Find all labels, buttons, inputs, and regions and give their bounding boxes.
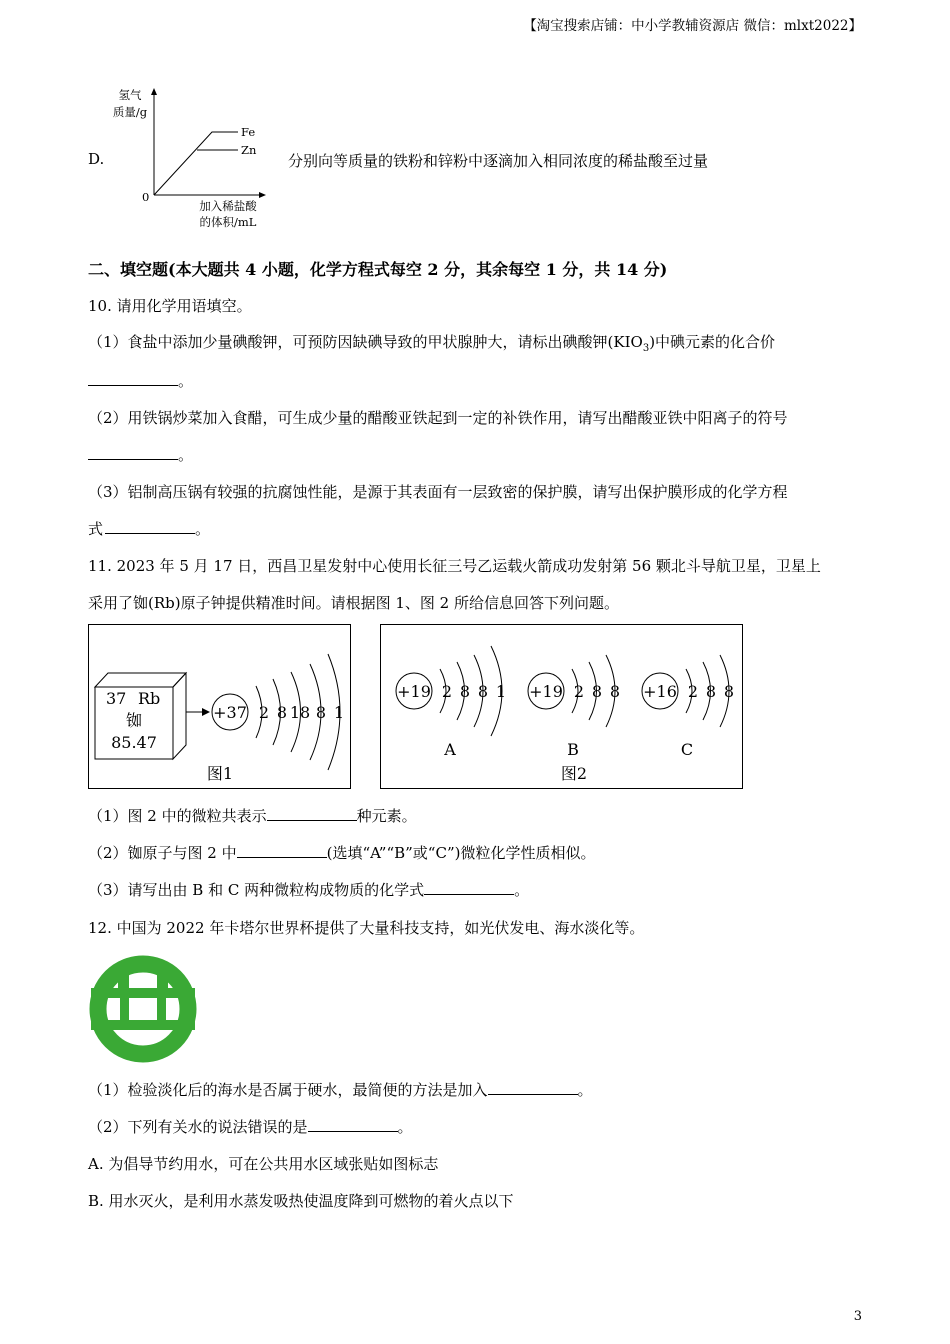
shell-electrons: 2 <box>687 682 699 701</box>
logo-ring <box>98 964 188 1054</box>
shell-electrons: 8 <box>315 703 327 722</box>
answer-blank[interactable] <box>88 445 178 460</box>
option-d-text: 分别向等质量的铁粉和锌粉中逐滴加入相同浓度的稀盐酸至过量 <box>288 152 709 170</box>
graph-xlabel-1: 加入稀盐酸 <box>199 199 257 213</box>
graph-label-zn: Zn <box>241 143 257 157</box>
water-saving-logo-icon <box>88 954 198 1064</box>
shell-electrons: 8 <box>591 682 603 701</box>
graph-line-fe <box>154 132 238 195</box>
q12-option-a: A. 为倡导节约用水，可在公共用水区域张贴如图标志 <box>88 1155 439 1173</box>
q11-part3: （3）请写出由 B 和 C 两种微粒构成物质的化学式 。 <box>88 881 530 899</box>
graph-xlabel-2: 的体积/mL <box>199 215 257 229</box>
atomic-mass: 85.47 <box>111 733 157 752</box>
nucleus-charge: +37 <box>213 703 247 722</box>
answer-blank[interactable] <box>308 1117 398 1132</box>
answer-blank[interactable] <box>424 880 514 895</box>
q10-part3: （3）铝制高压锅有较强的抗腐蚀性能，是源于其表面有一层致密的保护膜，请写出保护膜形成的化学方程 <box>88 483 788 501</box>
shell-electrons: 8 <box>477 682 489 701</box>
q11-part1: （1）图 2 中的微粒共表示 种元素。 <box>88 807 417 825</box>
figure-2-caption: 图2 <box>560 764 588 783</box>
particle-b-label: B <box>567 740 579 759</box>
logo-stem-left <box>118 974 129 992</box>
page-header: 【淘宝搜索店铺：中小学教辅资源店 微信：mlxt2022】 <box>523 18 862 34</box>
element-symbol: Rb <box>138 689 161 708</box>
shell-electrons: 8 <box>705 682 717 701</box>
particle-b-charge: +19 <box>529 682 563 701</box>
graph-x-arrow <box>259 192 266 198</box>
logo-stem-right <box>157 974 168 992</box>
particle-c-charge: +16 <box>643 682 677 701</box>
answer-blank[interactable] <box>105 519 195 534</box>
particle-c-label: C <box>680 740 694 759</box>
graph-label-fe: Fe <box>241 125 256 139</box>
shell-electrons: 1 <box>333 703 345 722</box>
shell-electrons: 8 <box>609 682 621 701</box>
graph-origin: 0 <box>142 190 150 204</box>
shell-electrons: 8 <box>459 682 471 701</box>
q11-stem-1: 11. 2023 年 5 月 17 日，西昌卫星发射中心使用长征三号乙运载火箭成功发射第 56 颗北斗导航卫星，卫星上 <box>88 557 821 575</box>
figure-1-caption: 图1 <box>206 764 234 783</box>
q12-stem: 12. 中国为 2022 年卡塔尔世界杯提供了大量科技支持，如光伏发电、海水淡化等。 <box>88 919 645 937</box>
shell-electrons: 8 <box>723 682 735 701</box>
atomic-number: 37 <box>106 689 127 708</box>
q12-option-b: B. 用水灭火，是利用水蒸发吸热使温度降到可燃物的着火点以下 <box>88 1192 514 1210</box>
answer-blank[interactable] <box>488 1080 578 1095</box>
shell-electrons: 8 <box>276 703 288 722</box>
figure-1-rubidium <box>88 624 352 792</box>
q10-part1: （1）食盐中添加少量碘酸钾，可预防因缺碘导致的甲状腺肿大，请标出碘酸钾$(KIO_3)$中碘元素的化合价 <box>88 333 776 354</box>
q12-part2: （2）下列有关水的说法错误的是 。 <box>88 1118 413 1136</box>
particle-a-charge: +19 <box>397 682 431 701</box>
q10-part2: （2）用铁锅炒菜加入食醋，可生成少量的醋酸亚铁起到一定的补铁作用，请写出醋酸亚铁中阳离子的符号 <box>88 409 788 427</box>
arrow-head <box>202 708 210 716</box>
graph-ylabel-2: 质量/g <box>112 105 148 119</box>
logo-post-left <box>120 998 129 1024</box>
page-number: 3 <box>853 1309 862 1324</box>
q10-part2-answer: 。 <box>88 444 193 465</box>
graph-ylabel-1: 氢气 <box>118 88 142 102</box>
logo-bar-bottom <box>91 1020 195 1030</box>
q12-part1: （1）检验淡化后的海水是否属于硬水，最简便的方法是加入 。 <box>88 1081 593 1099</box>
q11-part2: （2）铷原子与图 2 中 (选填“A”“B”或“C”)微粒化学性质相似。 <box>88 844 596 862</box>
shell-electrons: 18 <box>289 703 311 722</box>
shell-electrons: 1 <box>495 682 507 701</box>
cube-top <box>95 673 186 687</box>
option-d-label: D. <box>88 150 105 168</box>
hydrogen-mass-graph <box>108 82 268 232</box>
logo-bar-top <box>91 988 195 998</box>
figure-2-particles <box>380 624 744 792</box>
q11-stem-2: 采用了铷(Rb)原子钟提供精准时间。请根据图 1、图 2 所给信息回答下列问题。 <box>88 594 619 612</box>
answer-blank[interactable] <box>237 843 327 858</box>
q10-stem: 10. 请用化学用语填空。 <box>88 297 252 315</box>
shell-electrons: 2 <box>441 682 453 701</box>
q10-part3-answer: 式 。 <box>88 520 211 538</box>
graph-y-arrow <box>151 88 157 95</box>
section-title: 二、填空题(本大题共 4 小题，化学方程式每空 2 分，其余每空 1 分，共 14 分) <box>88 260 668 279</box>
particle-a-label: A <box>444 740 456 759</box>
q10-part1-answer: 。 <box>88 370 193 391</box>
cube-side <box>173 673 186 759</box>
element-name: 铷 <box>125 711 143 730</box>
shell-electrons: 2 <box>258 703 270 722</box>
logo-post-right <box>157 998 166 1024</box>
shell-electrons: 2 <box>573 682 585 701</box>
answer-blank[interactable] <box>267 806 357 821</box>
answer-blank[interactable] <box>88 371 178 386</box>
